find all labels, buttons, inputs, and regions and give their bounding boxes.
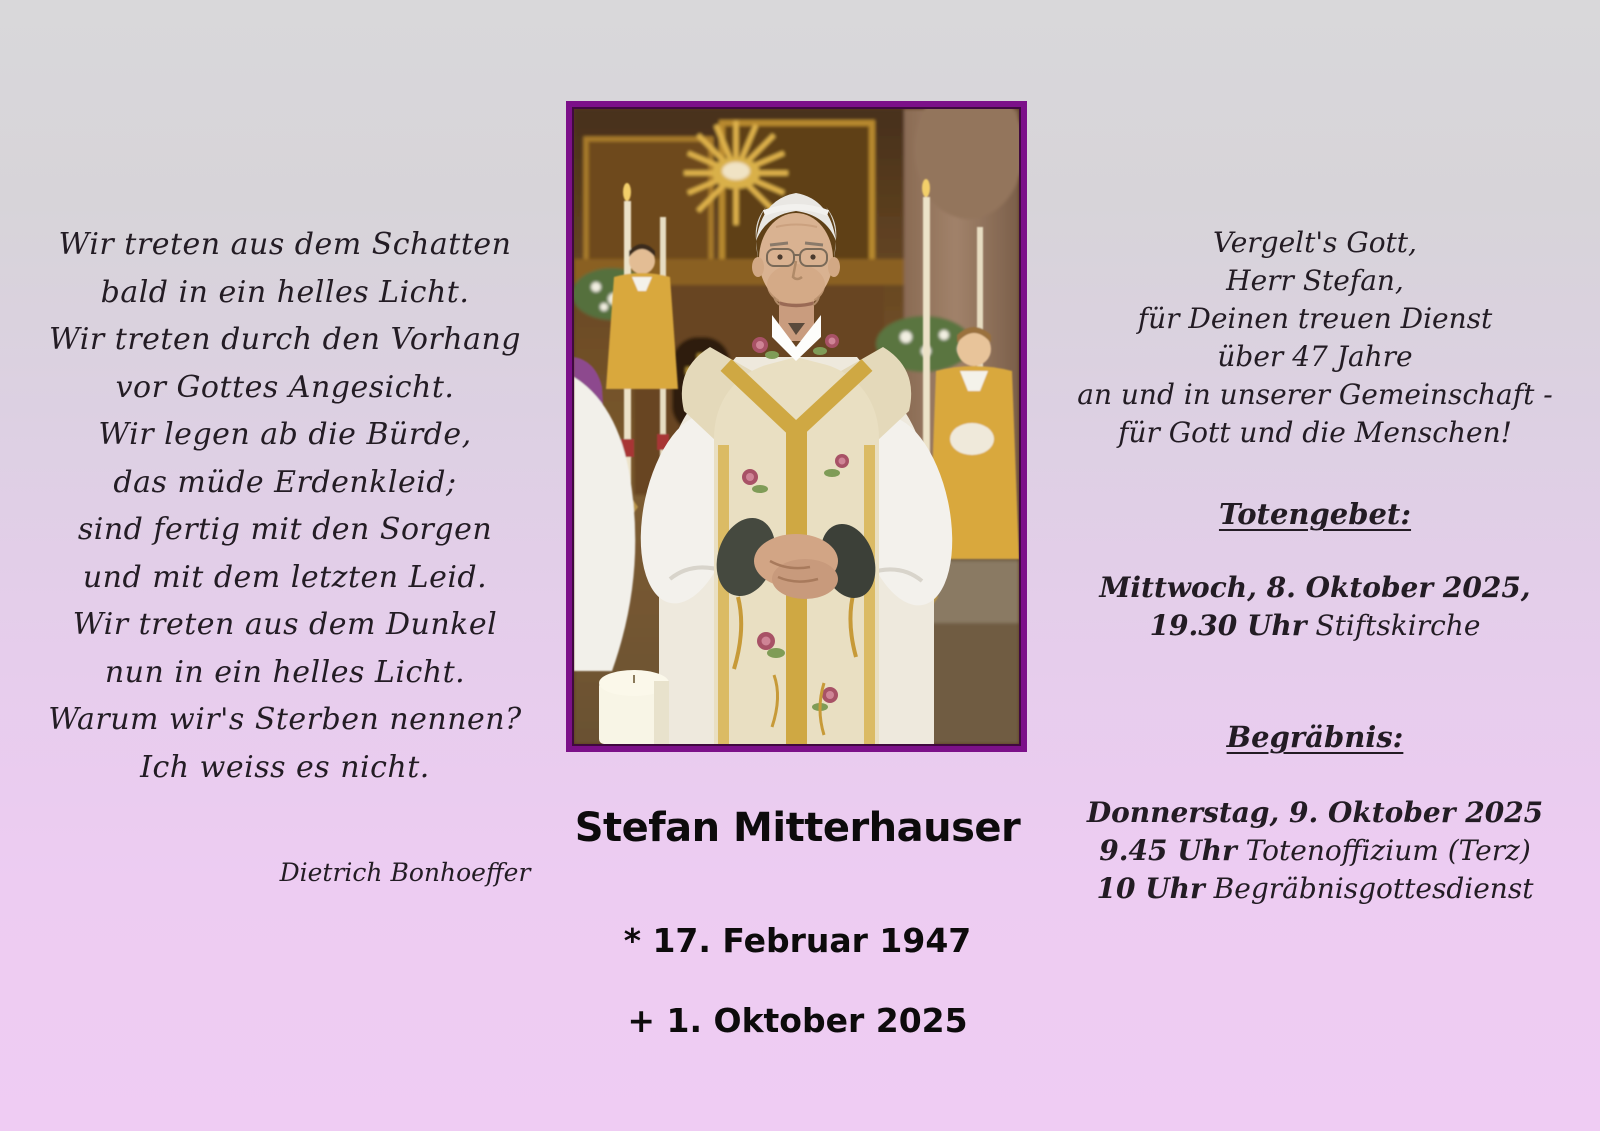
- text-line: sind fertig mit den Sorgen: [77, 512, 493, 547]
- begraebnis-heading: Begräbnis:: [1226, 720, 1404, 754]
- poem-section: [40, 221, 530, 791]
- text-line: Mittwoch, 8. Oktober 2025,: [1099, 571, 1531, 604]
- text-line: 9.45 Uhr Totenoffizium (Terz): [1099, 834, 1531, 867]
- text-line: Wir treten durch den Vorhang: [49, 322, 521, 357]
- text-line: für Deinen treuen Dienst: [1137, 302, 1493, 335]
- text-line: vor Gottes Angesicht.: [115, 369, 455, 405]
- text-line: Herr Stefan,: [1226, 264, 1404, 297]
- text-line: Wir treten aus dem Schatten: [58, 227, 512, 262]
- text-line: über 47 Jahre: [1217, 340, 1413, 373]
- deceased-name: Stefan Mitterhauser: [574, 805, 1021, 851]
- totengebet-heading: Totengebet:: [1218, 497, 1412, 531]
- text-line: nun in ein helles Licht.: [104, 654, 466, 690]
- begraebnis-details: [1055, 794, 1575, 908]
- text-line: Wir legen ab die Bürde,: [98, 417, 472, 452]
- text-line: an und in unserer Gemeinschaft -: [1077, 378, 1553, 411]
- poem-attribution: Dietrich Bonhoeffer: [279, 858, 531, 887]
- text-line: das müde Erdenkleid;: [113, 464, 457, 500]
- text-line: Wir treten aus dem Dunkel: [72, 607, 498, 642]
- text-line: Vergelt's Gott,: [1213, 226, 1417, 259]
- priest-photo-illustration: [574, 109, 1019, 744]
- text-line: 10 Uhr Begräbnisgottesdienst: [1096, 872, 1534, 905]
- thanks-text: [1055, 224, 1575, 452]
- text-line: und mit dem letzten Leid.: [82, 559, 488, 595]
- text-line: Ich weiss es nicht.: [140, 749, 430, 785]
- text-line: Donnerstag, 9. Oktober 2025: [1086, 796, 1544, 829]
- text-line: 19.30 Uhr Stiftskirche: [1149, 609, 1481, 642]
- birth-date: * 17. Februar 1947: [623, 921, 972, 960]
- poem-text: [40, 221, 530, 791]
- death-date: + 1. Oktober 2025: [627, 1001, 968, 1040]
- photo-frame: [566, 101, 1027, 752]
- text-line: Warum wir's Sterben nennen?: [48, 702, 522, 737]
- totengebet-details: [1055, 569, 1575, 645]
- priest-photo: [572, 107, 1021, 746]
- text-line: bald in ein helles Licht.: [100, 274, 470, 310]
- text-line: für Gott und die Menschen!: [1118, 416, 1512, 449]
